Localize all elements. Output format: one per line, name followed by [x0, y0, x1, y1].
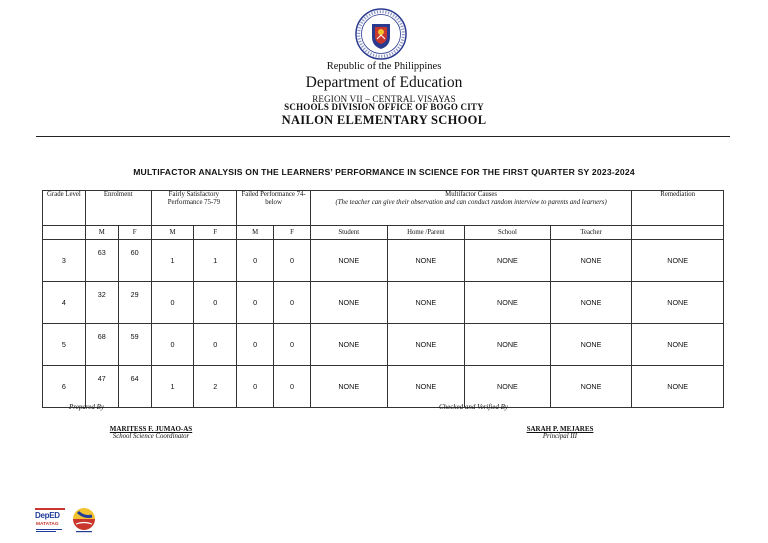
header-grade-level: Grade Level: [43, 191, 86, 226]
cell-fail-m: 0: [237, 366, 274, 408]
cell-teacher: NONE: [550, 366, 632, 408]
table-row: [43, 240, 724, 282]
cell-student: NONE: [310, 240, 387, 282]
deped-logo-text: DepED: [35, 511, 60, 520]
header-failed: Failed Performance 74-below: [237, 191, 311, 226]
cell-fs-m: 1: [151, 366, 194, 408]
header-divider: [36, 136, 730, 137]
cell-grade: 6: [43, 366, 86, 408]
cell-fs-m: 1: [151, 240, 194, 282]
multifactor-note: (The teacher can give their observation and can conduct random interview to parents and learners): [335, 199, 607, 207]
checked-by-label: Checked and Verified By: [439, 403, 509, 411]
cell-fs-m: 0: [151, 324, 194, 366]
cell-teacher: NONE: [550, 240, 632, 282]
cell-school: NONE: [465, 366, 551, 408]
cell-school: NONE: [465, 240, 551, 282]
cell-fs-f: 0: [194, 324, 237, 366]
cell-fail-f: 0: [274, 282, 311, 324]
deped-matatag-logo: [34, 508, 66, 536]
header-multifactor: [310, 191, 631, 226]
cell-fs-f: 0: [194, 282, 237, 324]
prepared-position: School Science Coordinator: [112, 433, 190, 440]
header-remediation: Remediation: [632, 191, 724, 226]
subheader-school: School: [465, 226, 551, 240]
school-name: NAILON ELEMENTARY SCHOOL: [281, 113, 487, 127]
cell-student: NONE: [310, 324, 387, 366]
document-title: MULTIFACTOR ANALYSIS ON THE LEARNERS’ PERFORMANCE IN SCIENCE FOR THE FIRST QUARTER SY 2023-2024: [133, 167, 635, 177]
performance-table: [42, 190, 724, 408]
cell-remediation: NONE: [632, 366, 724, 408]
division-text: SCHOOLS DIVISION OFFICE OF BOGO CITY: [284, 102, 484, 112]
deped-seal-icon: [355, 8, 407, 60]
cell-grade: 3: [43, 240, 86, 282]
department-title: Department of Education: [305, 74, 463, 91]
cell-enr-m: 32: [85, 282, 118, 324]
cell-remediation: NONE: [632, 282, 724, 324]
cell-school: NONE: [465, 282, 551, 324]
table-row: [43, 282, 724, 324]
cell-enr-f: 64: [118, 366, 151, 408]
cell-enr-m: 47: [85, 366, 118, 408]
cell-fail-f: 0: [274, 366, 311, 408]
cell-fs-m: 0: [151, 282, 194, 324]
checked-position: Principal III: [542, 433, 578, 440]
checked-signatory: [510, 425, 610, 440]
subheader-remediation-blank: [632, 226, 724, 240]
cell-remediation: NONE: [632, 324, 724, 366]
cell-fs-f: 2: [194, 366, 237, 408]
cell-home: NONE: [387, 240, 465, 282]
cell-student: NONE: [310, 282, 387, 324]
cell-grade: 4: [43, 282, 86, 324]
cell-student: NONE: [310, 366, 387, 408]
cell-fs-f: 1: [194, 240, 237, 282]
subheader-fs-m: M: [151, 226, 194, 240]
subheader-fail-f: F: [274, 226, 311, 240]
table-row: [43, 366, 724, 408]
subheader-home-parent: Home /Parent: [387, 226, 465, 240]
subheader-fail-m: M: [237, 226, 274, 240]
cell-fail-m: 0: [237, 324, 274, 366]
matatag-logo-text: MATATAG: [36, 522, 59, 527]
cell-teacher: NONE: [550, 324, 632, 366]
header-enrolment: Enrolment: [85, 191, 151, 226]
multifactor-label: Multifactor Causes: [445, 191, 498, 198]
cell-home: NONE: [387, 366, 465, 408]
cell-teacher: NONE: [550, 282, 632, 324]
subheader-student: Student: [310, 226, 387, 240]
subheader-teacher: Teacher: [550, 226, 632, 240]
cell-grade: 5: [43, 324, 86, 366]
subheader-blank: [43, 226, 86, 240]
table-row: [43, 324, 724, 366]
region-text: REGION VII – CENTRAL VISAYAS: [312, 94, 456, 104]
checked-name: SARAH P. MEJARES: [526, 425, 594, 433]
subheader-fs-f: F: [194, 226, 237, 240]
bagong-pilipinas-logo-icon: [70, 506, 98, 534]
republic-text: Republic of the Philippines: [326, 61, 442, 72]
prepared-by-label: Prepared By: [69, 403, 105, 411]
prepared-signatory: [96, 425, 206, 440]
subheader-enr-m: M: [85, 226, 118, 240]
subheader-enr-f: F: [118, 226, 151, 240]
cell-enr-m: 68: [85, 324, 118, 366]
cell-enr-f: 29: [118, 282, 151, 324]
cell-home: NONE: [387, 324, 465, 366]
cell-fail-f: 0: [274, 240, 311, 282]
cell-fail-m: 0: [237, 282, 274, 324]
cell-school: NONE: [465, 324, 551, 366]
prepared-name: MARITESS F. JUMAO-AS: [109, 425, 193, 433]
cell-home: NONE: [387, 282, 465, 324]
header-fairly-satisfactory: Fairly Satisfactory Performance 75-79: [151, 191, 237, 226]
cell-enr-f: 60: [118, 240, 151, 282]
cell-fail-m: 0: [237, 240, 274, 282]
cell-enr-f: 59: [118, 324, 151, 366]
cell-fail-f: 0: [274, 324, 311, 366]
cell-remediation: NONE: [632, 240, 724, 282]
cell-enr-m: 63: [85, 240, 118, 282]
